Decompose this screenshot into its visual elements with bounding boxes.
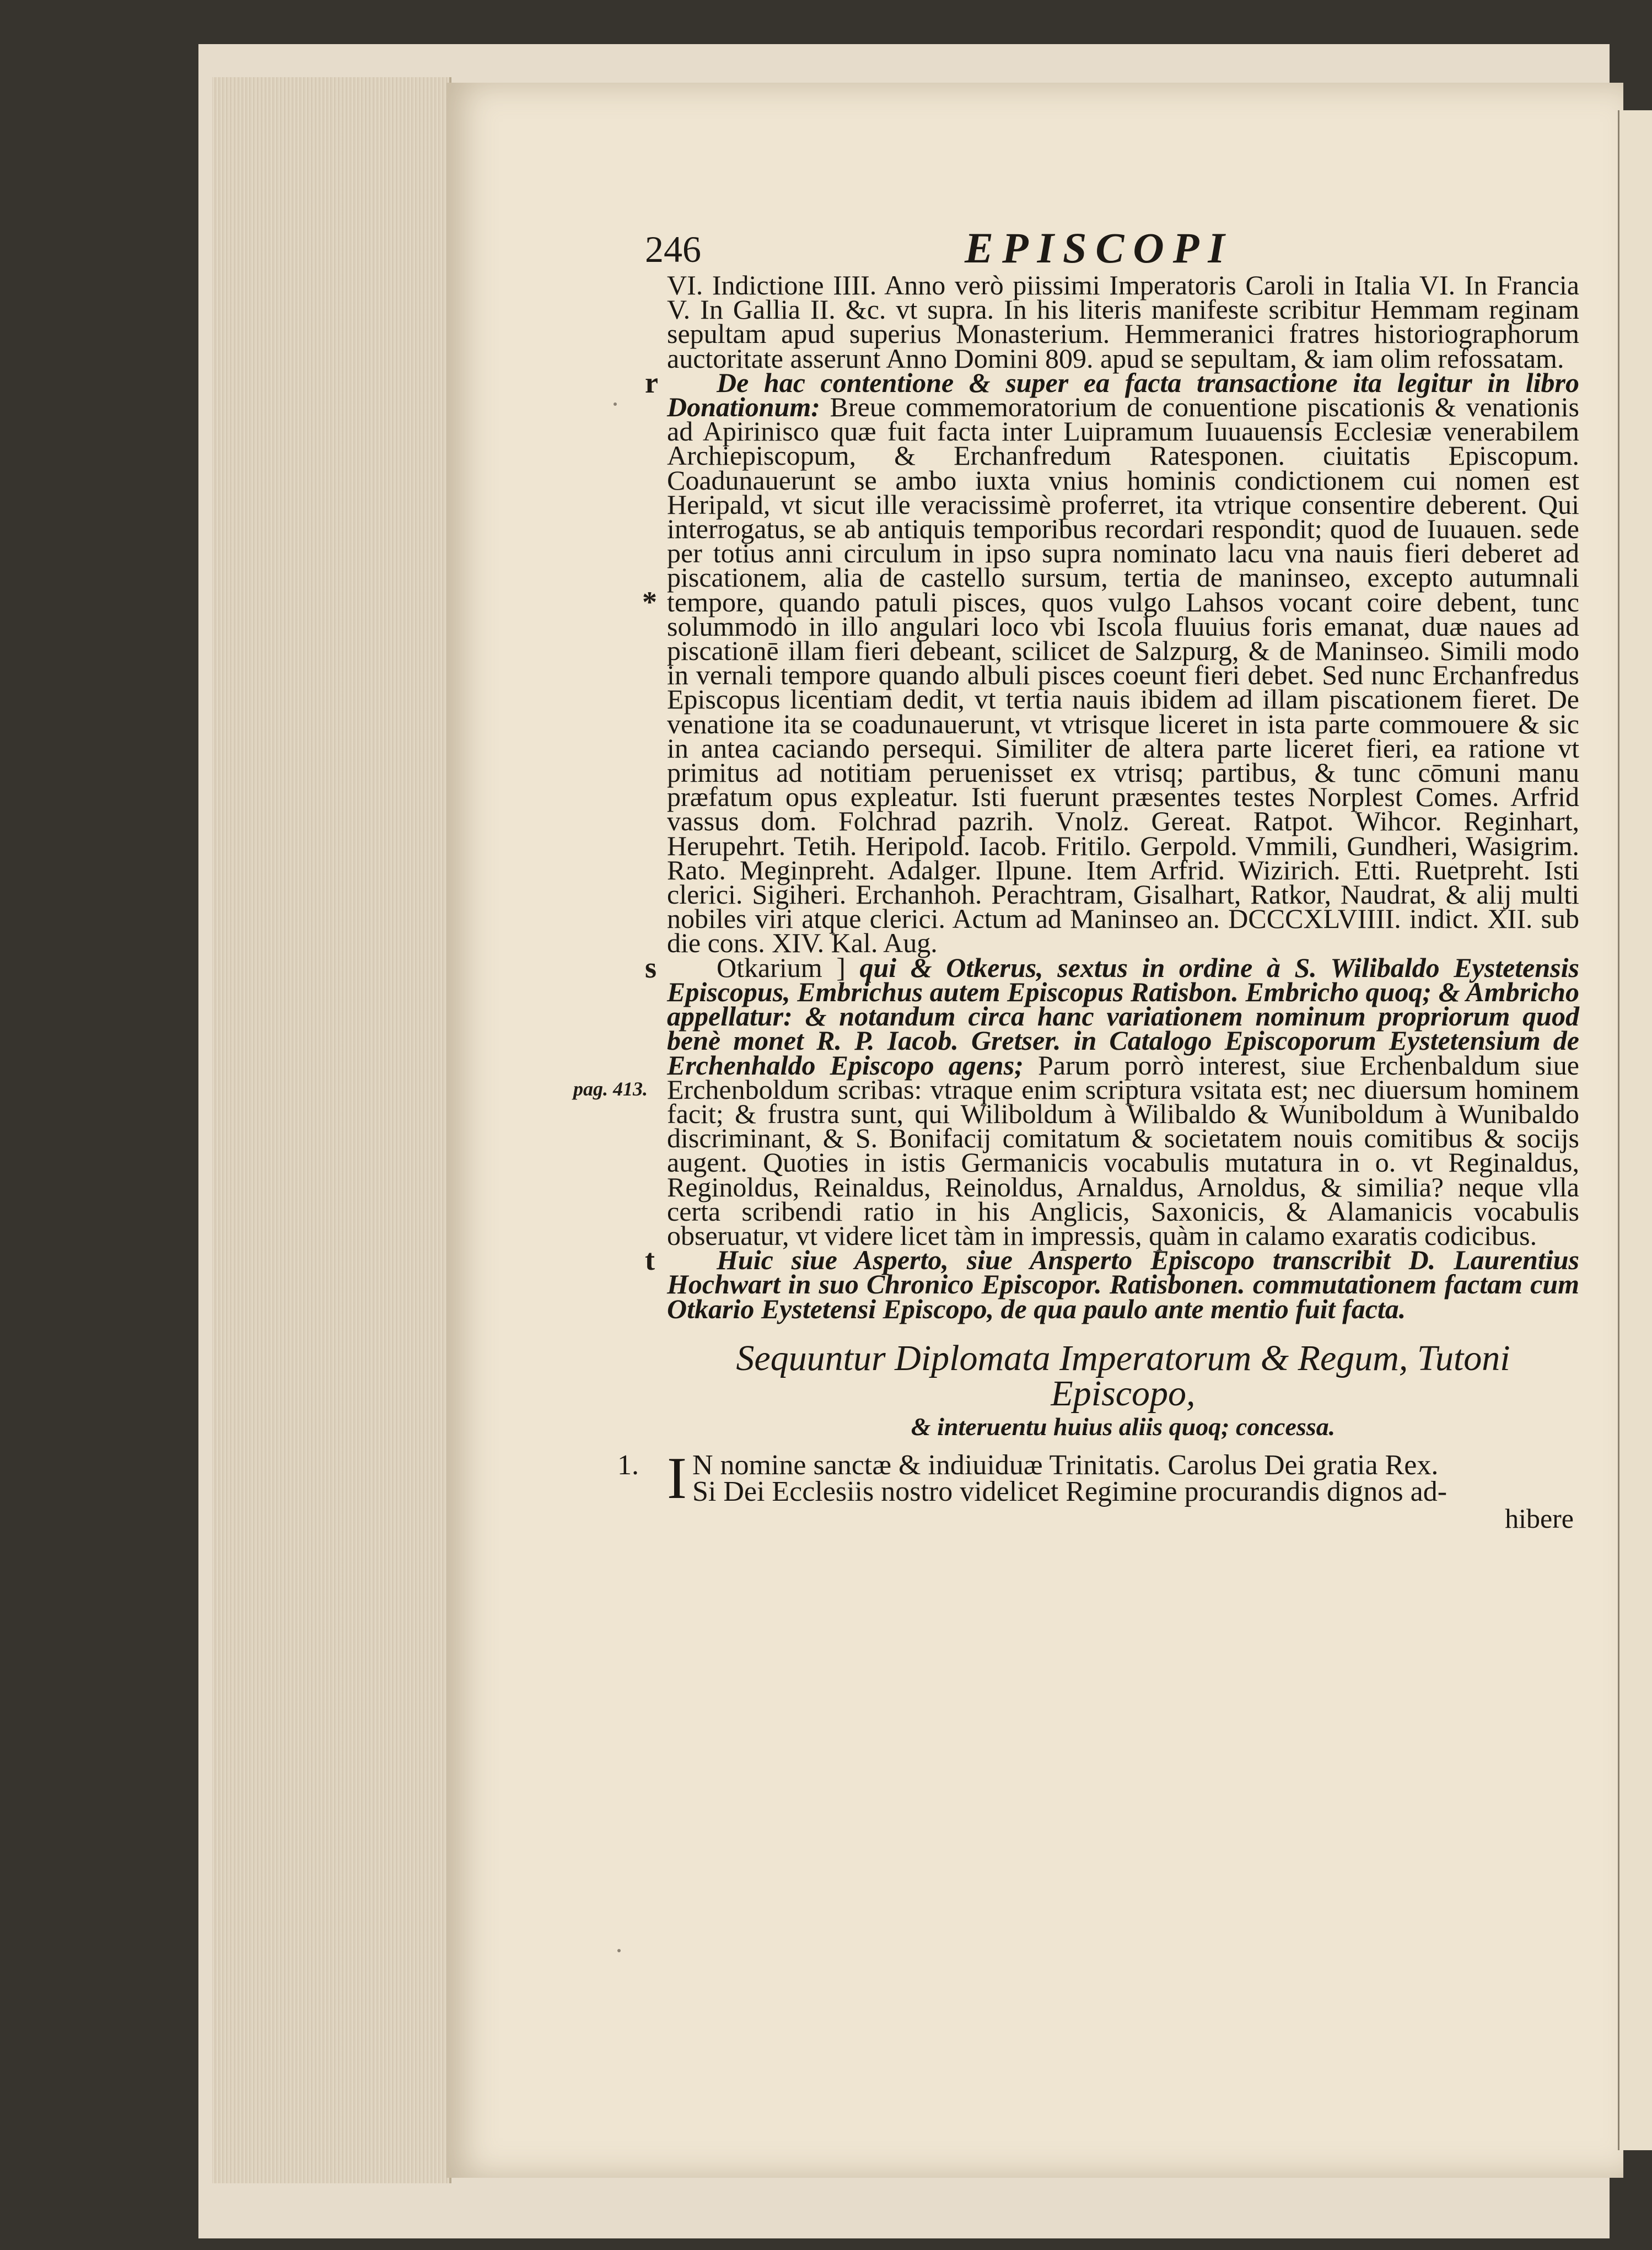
margin-page-reference: pag. 413. bbox=[573, 1077, 648, 1100]
note-s-paragraph bbox=[667, 952, 1579, 1251]
page-number: 246 bbox=[645, 228, 701, 270]
margin-marker-r: r bbox=[645, 366, 658, 399]
note-s-lemma: Otkarium ] bbox=[717, 952, 846, 983]
charter-line-2: Si Dei Ecclesiis nostro videlicet Regimine procurandis dignos ad- bbox=[692, 1475, 1447, 1507]
note-s-block bbox=[573, 951, 1579, 1251]
charter-number: 1. bbox=[617, 1449, 639, 1481]
section-title: Sequuntur Diplomata Imperatorum & Regum, Tutoni Episcopo, bbox=[736, 1338, 1510, 1414]
paper-speck bbox=[614, 402, 617, 406]
note-r-heading: De hac contentione & super ea facta transactione ita legitur in libro Donationum: bbox=[667, 367, 1579, 423]
margin-marker-s: s bbox=[645, 951, 657, 984]
margin-marker-t: t bbox=[645, 1243, 655, 1277]
running-head: EPISCOPI bbox=[965, 224, 1234, 272]
note-s-italic: qui & Otkerus, sextus in ordine à S. Wilibaldo Eystetensis Episcopus, Embrichus autem Episcopus Ratisbon. Embricho quoq; & Ambricho appellatur: & notandum circa hanc variationem nominum propriorum quod benè monet R. P. Iacob. Gretser. in Catalogo Episcoporum Eystetensium de Erchenhaldo Episcopo agens; bbox=[667, 952, 1579, 1081]
charter-block bbox=[617, 1445, 1579, 1534]
note-t-paragraph bbox=[667, 1244, 1579, 1324]
note-r-block bbox=[642, 366, 1579, 959]
page-edges bbox=[212, 77, 451, 2183]
intro-paragraph: VI. Indictione IIII. Anno verò piissimi Imperatoris Caroli in Italia VI. In Francia V. In Gallia II. &c. vt supra. In his literis manifeste scribitur Hemmam reginam sepultam apud superius Monasterium. Hemmeranici fratres historiographorum auctoritate asserunt Anno Domini 809. apud se sepultam, & iam olim refossatam. bbox=[667, 270, 1579, 374]
facing-page-edge bbox=[1618, 110, 1652, 2150]
note-s-text: Parum porrò interest, siue Erchenbaldum siue Erchenboldum scribas: vtraque enim scriptura vsitata est; nec diuersum hominem facit; & frustra sunt, qui Wiliboldum à Wilibaldo & Wuniboldum à Wunibaldo discriminant, & S. Bonifacij comitatum & societatem nouis comitibus & socijs augent. Quoties in istis Germanicis vocabulis mutatura in o. vt Reginaldus, Reginoldus, Reinaldus, Reinoldus, Arnaldus, Arnoldus, & similia? neque vlla certa scribendi ratio in his Anglicis, Saxonicis, & Alamanicis vocabulis obseruatur, vt videre licet tàm in impressis, quàm in calamo exaratis codicibus. bbox=[667, 1049, 1579, 1251]
note-t-text: Huic siue Asperto, siue Ansperto Episcopo transcribit D. Laurentius Hochwart in suo Chronico Episcopor. Ratisbonen. commutationem factam cum Otkario Eystetensi Episcopo, de qua paulo ante mentio fuit facta. bbox=[667, 1244, 1579, 1324]
note-r-paragraph bbox=[667, 367, 1579, 959]
note-r-text: Breue commemoratorium de conuentione piscationis & venationis ad Apirinisco quæ fuit facta inter Luipramum Iuuauensis Ecclesiæ venerabilem Archiepiscopum, & Erchanfredum Ratesponen. ciuitatis Episcopum. Coadunauerunt se ambo iuxta vnius hominis condictionem cui nomen est Heripald, vt sicut ille veracissimè proferret, ita vtrique consentire deberent. Qui interrogatus, se ab antiquis temporibus recordari respondit; quod de Iuuauen. sede per totius anni circulum in ipso supra nominato lacu vna nauis fieri deberet ad piscationem, alia de castello sursum, tertia de maninseo, excepto autumnali tempore, quando patuli pisces, quos vulgo Lahsos vocant coire debent, tunc solummodo in illo angulari loco vbi Iscola fluuius foris emanat, duæ naues ad piscationē illam fieri debeant, scilicet de Salzpurg, & de Maninseo. Simili modo in vernali tempore quando albuli pisces coeunt fieri debet. Sed nunc Erchanfredus Episcopus licentiam dedit, vt tertia nauis ibidem ad illam piscationem fieret. De venatione ita se coadunauerunt, vt vtrisque liceret in ista parte commouere & sic in antea caciando persequi. Similiter de altera parte liceret fieri, ea ratione vt primitus ad notitiam peruenisset ex vtrisq; partibus, & tunc cōmuni manu præfatum opus expleatur. Isti fuerunt præsentes testes Norplest Comes. Arfrid vassus dom. Folchrad pazrih. Vnolz. Gereat. Ratpot. Wihcor. Reginhart, Herupehrt. Tetih. Heripold. Iacob. Fritilo. Gerpold. Vmmili, Gundheri, Wasigrim. Rato. Meginpreht. Adalger. Ilpune. Item Arfrid. Wizirich. Etti. Ruetpreht. Isti clerici. Sigiheri. Erchanhoh. Perachtram, Gisalhart, Ratkor, Naudrat, & alij multi nobiles viri atque clerici. Actum ad Maninseo an. DCCCXLVIIII. indict. XII. sub die cons. XIV. Kal. Aug. bbox=[667, 391, 1579, 959]
note-t-block bbox=[645, 1243, 1579, 1324]
margin-marker-star: * bbox=[642, 585, 657, 619]
catchword: hibere bbox=[1505, 1502, 1574, 1534]
paper-speck bbox=[617, 1949, 621, 1952]
section-subtitle: & interuentu huius aliis quoq; concessa. bbox=[911, 1412, 1336, 1441]
charter-line-1: N nomine sanctæ & indiuiduæ Trinitatis. Carolus Dei gratia Rex. bbox=[692, 1449, 1439, 1481]
page-body bbox=[573, 270, 1579, 1534]
drop-capital: I bbox=[667, 1445, 687, 1511]
